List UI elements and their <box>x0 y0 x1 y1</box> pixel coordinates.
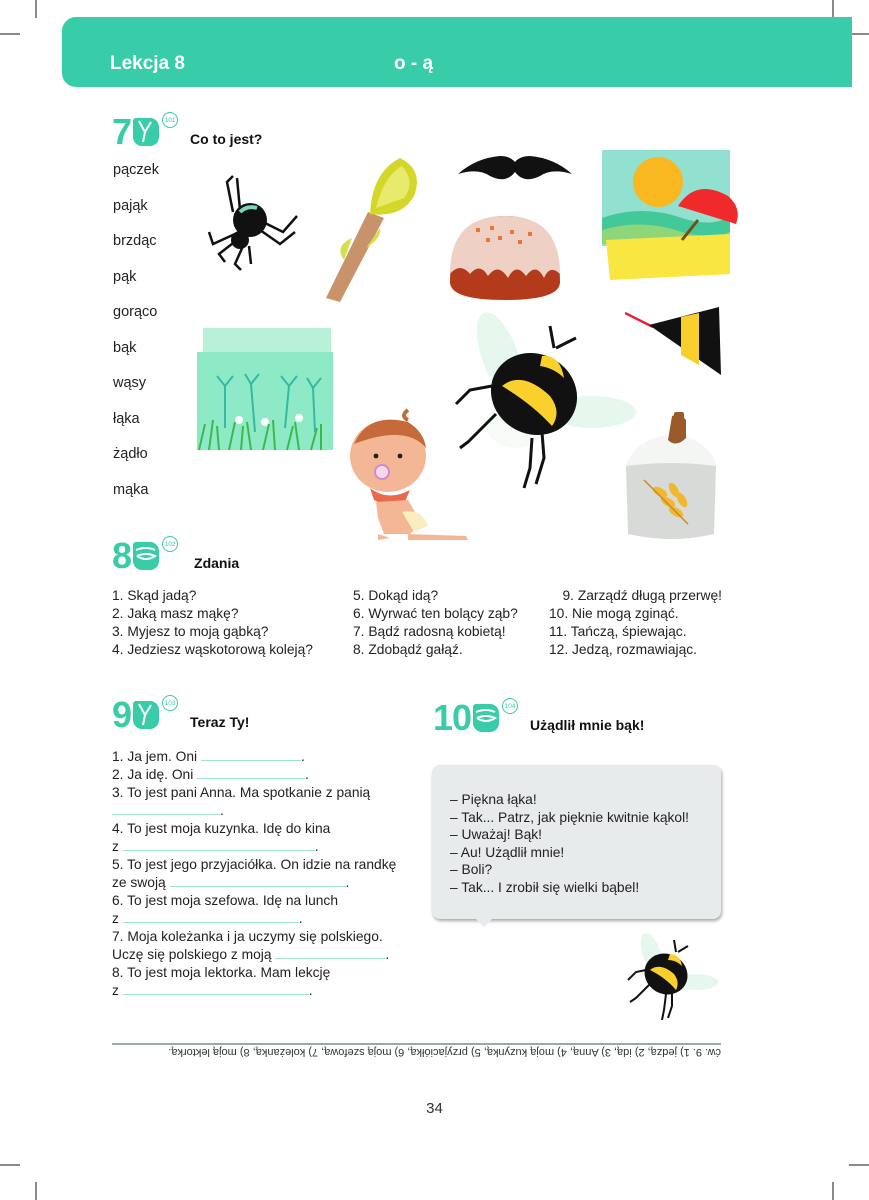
answer-blank[interactable] <box>201 748 301 761</box>
fill-item: 5. To jest jego przyjaciółka. On idzie na randkę <box>112 857 397 872</box>
crop-mark <box>0 1164 20 1166</box>
exercise-title: Zdania <box>194 555 240 571</box>
sentence: 3. Myjesz to moją gąbką? <box>112 624 269 639</box>
exercise-number: 8 <box>112 535 132 576</box>
dialog-line: – Boli? <box>450 862 493 877</box>
sentence: 12. Jedzą, rozmawiając. <box>549 642 697 657</box>
answer-blank[interactable] <box>170 874 346 887</box>
vocab-word: żądło <box>113 446 148 462</box>
fill-item: z . <box>112 839 319 854</box>
book-reading-icon <box>133 701 159 729</box>
fill-in-exercise <box>112 748 412 1000</box>
dialog-line: – Uważaj! Bąk! <box>450 827 543 842</box>
fill-item: . <box>112 802 412 820</box>
fill-item: z . <box>112 983 313 998</box>
dialog-line: – Piękna łąka! <box>450 792 537 807</box>
exercise-title: Użądlił mnie bąk! <box>530 717 645 733</box>
book-reading-icon <box>133 118 159 146</box>
vocab-word: wąsy <box>113 375 147 391</box>
fill-item: 2. Ja idę. Oni . <box>112 767 309 782</box>
beach-sun-illustration <box>602 148 744 280</box>
crop-mark <box>832 0 834 17</box>
dialog-lines <box>450 791 689 896</box>
exercise-title: Teraz Ty! <box>190 714 250 730</box>
vocab-word: pająk <box>113 197 148 214</box>
bumblebee-illustration <box>452 308 638 490</box>
audio-track-badge[interactable]: 103 <box>162 695 178 711</box>
exercise-9-heading <box>112 694 250 735</box>
vocab-word: pąk <box>113 268 137 285</box>
crop-mark <box>0 33 20 35</box>
sentence: 2. Jaką masz mąkę? <box>112 606 239 621</box>
sentence: 8. Zdobądź gałąź. <box>353 642 463 657</box>
answer-blank[interactable] <box>197 766 305 779</box>
sentence: 6. Wyrwać ten bolący ząb? <box>353 606 518 621</box>
fill-item: ze swoją . <box>112 875 350 890</box>
sentence: 4. Jedziesz wąskotorową koleją? <box>112 642 313 657</box>
meadow-illustration <box>195 328 337 454</box>
spider-illustration <box>205 172 305 272</box>
sentence: 1. Skąd jadą? <box>112 588 197 603</box>
exercise-number: 9 <box>112 694 132 735</box>
audio-track-badge[interactable]: 104 <box>502 698 518 714</box>
answer-key-divider <box>112 1043 721 1045</box>
mouth-speaking-icon <box>473 704 499 732</box>
fill-item: 3. To jest pani Anna. Ma spotkanie z panią <box>112 785 371 800</box>
page-number: 34 <box>426 1100 443 1117</box>
stinger-illustration <box>625 305 725 377</box>
answer-key-upside-down: ćw. 9. 1) jedzą, 2) idą, 3) Anną, 4) moją kuzynką, 5) przyjaciółką, 6) moją szefową, 7) koleżanką, 8) moją lektorką. <box>168 1046 721 1058</box>
mouth-speaking-icon <box>133 542 159 570</box>
sentence: 11. Tańczą, śpiewając. <box>549 624 687 639</box>
vocab-word: bąk <box>113 339 137 356</box>
fill-item: 4. To jest moja kuzynka. Idę do kina <box>112 821 331 836</box>
fill-item: 1. Ja jem. Oni . <box>112 749 305 764</box>
fill-item: 8. To jest moja lektorka. Mam lekcję <box>112 965 331 980</box>
bud-on-twig-illustration <box>318 152 430 302</box>
flour-bag-illustration <box>624 410 718 544</box>
audio-track-badge[interactable]: 102 <box>162 536 178 552</box>
vocab-word: mąka <box>113 481 149 498</box>
lesson-topic: o - ą <box>394 53 434 74</box>
exercise-number: 10 <box>433 697 472 738</box>
doughnut-illustration <box>446 212 564 302</box>
dialog-line: – Tak... Patrz, jak pięknie kwitnie kąkol! <box>450 809 689 825</box>
sentence: 7. Bądź radosną kobietą! <box>353 624 506 639</box>
sentences-column-2 <box>353 587 518 659</box>
sentence: 9. Zarządź długą przerwę! <box>562 588 722 603</box>
vocab-word: brzdąc <box>113 233 157 249</box>
exercise-8-heading <box>112 535 240 576</box>
crop-mark <box>849 33 869 35</box>
exercise-7-heading <box>112 111 263 152</box>
dialog-line: – Au! Użądlił mnie! <box>450 844 565 860</box>
exercise-title: Co to jest? <box>190 131 263 147</box>
answer-blank[interactable] <box>112 802 220 815</box>
answer-blank[interactable] <box>123 838 315 851</box>
mustache-illustration <box>456 150 574 184</box>
vocab-word: pączek <box>113 162 159 178</box>
exercise-10-heading <box>433 697 645 738</box>
crop-mark <box>35 1182 37 1200</box>
dialog-line: – Tak... I zrobił się wielki bąbel! <box>450 879 640 895</box>
small-bumblebee-illustration <box>626 930 718 1020</box>
crop-mark <box>832 1182 834 1200</box>
fill-item: 6. To jest moja szefowa. Idę na lunch <box>112 893 338 908</box>
vocab-word: gorąco <box>113 304 158 320</box>
crop-mark <box>849 1164 869 1166</box>
exercise-number: 7 <box>112 111 132 152</box>
baby-illustration <box>348 408 474 542</box>
answer-blank[interactable] <box>123 910 299 923</box>
dialog-speech-bubble <box>432 765 721 919</box>
bubble-tail <box>476 919 492 927</box>
sentences-column-3 <box>549 587 722 659</box>
sentence: 5. Dokąd idą? <box>353 588 439 603</box>
crop-mark <box>35 0 37 18</box>
lesson-title: Lekcja 8 <box>110 53 185 74</box>
audio-track-badge[interactable]: 101 <box>162 112 178 128</box>
answer-blank[interactable] <box>275 946 385 959</box>
sentence: 10. Nie mogą zginąć. <box>549 606 679 621</box>
fill-item: 7. Moja koleżanka i ja uczymy się polskiego. <box>112 929 383 944</box>
fill-item: Uczę się polskiego z moją . <box>112 947 390 962</box>
lesson-header <box>62 17 852 87</box>
fill-item: z . <box>112 911 303 926</box>
vocabulary-list <box>113 162 159 517</box>
vocab-word: łąka <box>113 410 140 427</box>
answer-blank[interactable] <box>123 982 309 995</box>
sentences-column-1 <box>112 587 313 659</box>
